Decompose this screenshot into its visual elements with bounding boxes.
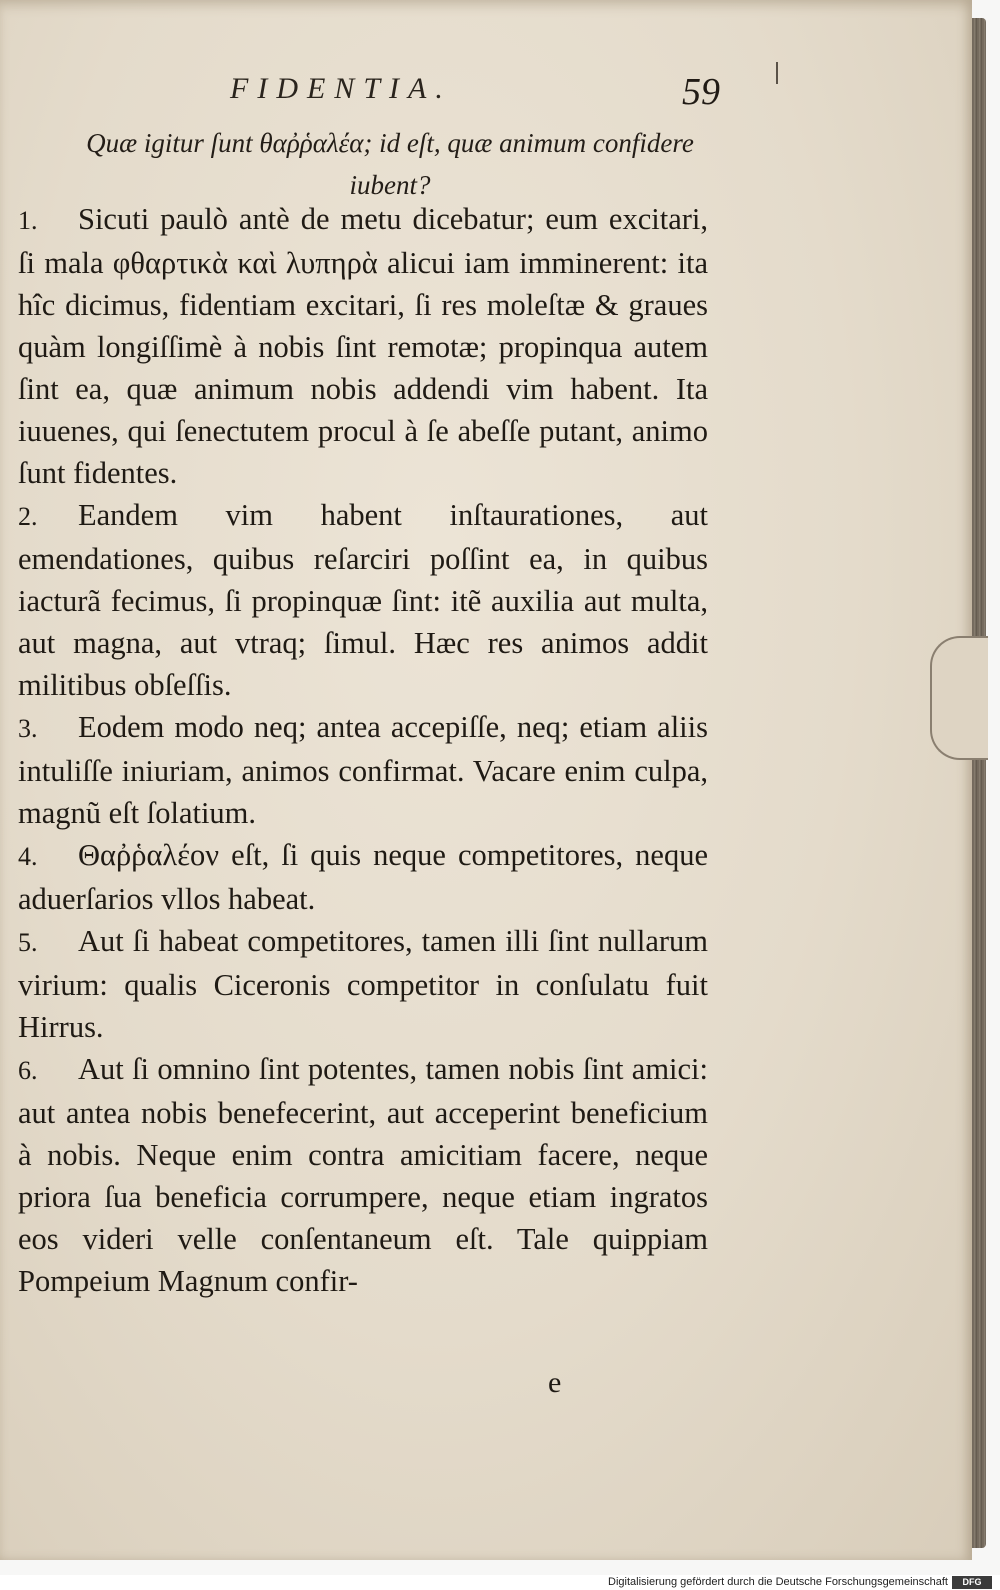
paragraph-1 (18, 198, 708, 494)
page-number: 59 (682, 71, 720, 113)
margin-mark (776, 62, 778, 84)
body-text (18, 198, 708, 1302)
catchword: e (548, 1366, 562, 1399)
footer-credit: Digitalisierung gefördert durch die Deutsche Forschungsgemeinschaft (608, 1576, 948, 1588)
paragraph-text: Eodem modo neq; antea accepiſſe, neq; etiam aliis intuliſſe iniuriam, animos confirmat. Vacare enim culpa, magnũ eſt ſolatium. (18, 710, 708, 830)
paragraph-text: Θαῤῥαλέον eſt, ſi quis neque competitores, neque aduerſarios vllos habeat. (18, 838, 708, 916)
digitization-footer (0, 1575, 1000, 1590)
page-tab (930, 636, 988, 760)
paragraph-2 (18, 494, 708, 706)
paragraph-number: 6. (18, 1056, 38, 1085)
paragraph-number: 2. (18, 502, 38, 531)
paragraph-number: 4. (18, 842, 38, 871)
page-header (230, 72, 720, 122)
paragraph-3 (18, 706, 708, 834)
paragraph-6 (18, 1048, 708, 1302)
paragraph-text: Aut ſi habeat competitores, tamen illi ſint nullarum virium: qualis Ciceronis competitor in conſulatu fuit Hirrus. (18, 924, 708, 1044)
paragraph-4 (18, 834, 708, 920)
running-title: FIDENTIA. (230, 72, 452, 105)
paragraph-text: Aut ſi omnino ſint potentes, tamen nobis ſint amici: aut antea nobis benefecerint, aut acceperint beneficium à nobis. Neque enim contra amicitiam facere, neque priora ſua beneficia corrumpere, neque etiam ingratos eos videri velle conſentaneum eſt. Tale quippiam Pompeium Magnum confir- (18, 1052, 708, 1298)
paragraph-5 (18, 920, 708, 1048)
section-question: Quæ igitur ſunt θαῤῥαλέα; id eſt, quæ animum confidere iubent? (86, 128, 694, 200)
paragraph-number: 3. (18, 714, 38, 743)
paragraph-number: 5. (18, 928, 38, 957)
paragraph-number: 1. (18, 206, 38, 235)
paragraph-text: Eandem vim habent inſtaurationes, aut emendationes, quibus reſarciri poſſint ea, in quibus iacturã fecimus, ſi propinquæ ſint: itẽ auxilia aut multa, aut magna, aut vtraq; ſimul. Hæc res animos addit militibus obſeſſis. (18, 498, 708, 702)
paragraph-text: Sicuti paulò antè de metu dicebatur; eum excitari, ſi mala φθαρτικὰ καὶ λυπηρὰ alicui iam imminerent: ita hîc dicimus, fidentiam excitari, ſi res moleſtæ & graues quàm longiſſimè à nobis ſint remotæ; propinqua autem ſint ea, quæ animum nobis addendi vim habent. Ita iuuenes, qui ſenectutem procul à ſe abeſſe putant, animo ſunt fidentes. (18, 202, 708, 490)
dfg-logo: DFG (952, 1576, 992, 1589)
